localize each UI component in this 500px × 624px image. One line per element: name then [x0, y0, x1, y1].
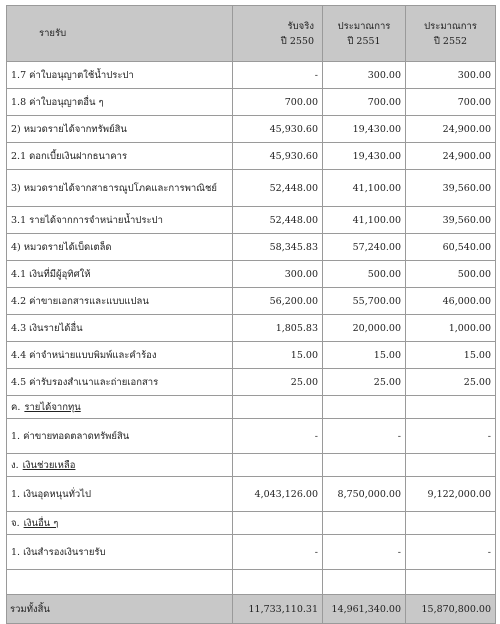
- empty-cell: [233, 512, 323, 535]
- header-col1-line2: ปี 2550: [280, 35, 314, 47]
- empty-cell: [323, 512, 406, 535]
- table-row: [7, 234, 496, 261]
- section-title: รายได้จากทุน: [24, 401, 81, 413]
- section-title: เงินอื่น ๆ: [23, 517, 59, 529]
- total-value-2550: 11,733,110.31: [233, 595, 323, 624]
- empty-cell: [406, 454, 496, 477]
- table-row: [7, 116, 496, 143]
- row-value-2550: 56,200.00: [233, 288, 323, 315]
- row-value-2552: -: [406, 535, 496, 570]
- table-row: [7, 342, 496, 369]
- header-estimate-2551: [323, 6, 406, 62]
- row-value-2550: 4,043,126.00: [233, 477, 323, 512]
- row-value-2552: 300.00: [406, 62, 496, 89]
- empty-cell: [323, 396, 406, 419]
- section-title: เงินช่วยเหลือ: [22, 459, 76, 471]
- table-row: [7, 62, 496, 89]
- header-col1-line1: รับจริง: [287, 20, 314, 32]
- row-value-2550: 1,805.83: [233, 315, 323, 342]
- row-value-2551: 700.00: [323, 89, 406, 116]
- blank-row: [7, 570, 496, 595]
- row-value-2552: 24,900.00: [406, 143, 496, 170]
- empty-cell: [233, 454, 323, 477]
- section-prefix: ค.: [11, 401, 21, 413]
- row-value-2550: 52,448.00: [233, 207, 323, 234]
- row-label: 3.1 รายได้จากการจำหน่ายน้ำประปา: [7, 207, 233, 234]
- table-row: [7, 535, 496, 570]
- row-value-2551: 20,000.00: [323, 315, 406, 342]
- row-value-2551: 15.00: [323, 342, 406, 369]
- row-value-2551: 300.00: [323, 62, 406, 89]
- section-row-capital: [7, 396, 496, 419]
- header-estimate-2552: [406, 6, 496, 62]
- row-label: 3) หมวดรายได้จากสาธารณูปโภคและการพาณิชย์: [7, 170, 233, 207]
- row-value-2552: -: [406, 419, 496, 454]
- row-value-2551: 8,750,000.00: [323, 477, 406, 512]
- row-value-2552: 1,000.00: [406, 315, 496, 342]
- row-label: 2) หมวดรายได้จากทรัพย์สิน: [7, 116, 233, 143]
- row-value-2550: 58,345.83: [233, 234, 323, 261]
- row-value-2551: 19,430.00: [323, 143, 406, 170]
- row-label: 4.5 ค่ารับรองสำเนาและถ่ายเอกสาร: [7, 369, 233, 396]
- row-value-2551: 25.00: [323, 369, 406, 396]
- table-row: [7, 315, 496, 342]
- header-col3-line1: ประมาณการ: [424, 20, 477, 32]
- empty-cell: [323, 454, 406, 477]
- section-row-other: [7, 512, 496, 535]
- total-label: รวมทั้งสิ้น: [7, 595, 233, 624]
- revenue-table-container: [6, 5, 495, 624]
- row-value-2551: 55,700.00: [323, 288, 406, 315]
- row-value-2551: -: [323, 419, 406, 454]
- row-value-2551: 19,430.00: [323, 116, 406, 143]
- table-row: [7, 89, 496, 116]
- row-label: 1.8 ค่าใบอนุญาตอื่น ๆ: [7, 89, 233, 116]
- table-row: [7, 288, 496, 315]
- row-value-2550: -: [233, 62, 323, 89]
- row-value-2552: 39,560.00: [406, 170, 496, 207]
- row-value-2551: -: [323, 535, 406, 570]
- row-value-2550: 45,930.60: [233, 116, 323, 143]
- table-row: [7, 207, 496, 234]
- table-row: [7, 170, 496, 207]
- row-label: 1. เงินสำรองเงินรายรับ: [7, 535, 233, 570]
- table-row: [7, 419, 496, 454]
- table-row: [7, 477, 496, 512]
- table-header-row: [7, 6, 496, 62]
- empty-cell: [406, 570, 496, 595]
- section-prefix: จ.: [11, 517, 20, 529]
- row-value-2550: 700.00: [233, 89, 323, 116]
- table-row: [7, 143, 496, 170]
- header-col2-line1: ประมาณการ: [337, 20, 391, 32]
- header-col2-line2: ปี 2551: [347, 35, 381, 47]
- row-value-2552: 500.00: [406, 261, 496, 288]
- total-value-2551: 14,961,340.00: [323, 595, 406, 624]
- row-value-2550: 300.00: [233, 261, 323, 288]
- row-value-2550: -: [233, 419, 323, 454]
- row-label: 4) หมวดรายได้เบ็ดเตล็ด: [7, 234, 233, 261]
- table-row: [7, 369, 496, 396]
- row-value-2552: 60,540.00: [406, 234, 496, 261]
- row-label: 4.1 เงินที่มีผู้อุทิศให้: [7, 261, 233, 288]
- row-value-2552: 39,560.00: [406, 207, 496, 234]
- row-value-2552: 15.00: [406, 342, 496, 369]
- header-actual-2550: [233, 6, 323, 62]
- row-value-2551: 57,240.00: [323, 234, 406, 261]
- row-value-2551: 41,100.00: [323, 170, 406, 207]
- total-value-2552: 15,870,800.00: [406, 595, 496, 624]
- header-label: รายรับ: [7, 6, 233, 62]
- section-row-subsidy: [7, 454, 496, 477]
- row-value-2551: 41,100.00: [323, 207, 406, 234]
- row-value-2552: 700.00: [406, 89, 496, 116]
- empty-cell: [7, 570, 233, 595]
- section-heading: [7, 396, 233, 419]
- header-col3-line2: ปี 2552: [433, 35, 468, 47]
- empty-cell: [406, 396, 496, 419]
- empty-cell: [406, 512, 496, 535]
- row-value-2552: 24,900.00: [406, 116, 496, 143]
- row-label: 1. เงินอุดหนุนทั่วไป: [7, 477, 233, 512]
- row-value-2550: 15.00: [233, 342, 323, 369]
- row-value-2552: 46,000.00: [406, 288, 496, 315]
- total-row: [7, 595, 496, 624]
- row-label: 4.4 ค่าจำหน่ายแบบพิมพ์และคำร้อง: [7, 342, 233, 369]
- row-label: 1.7 ค่าใบอนุญาตใช้น้ำประปา: [7, 62, 233, 89]
- row-value-2550: 25.00: [233, 369, 323, 396]
- table-row: [7, 261, 496, 288]
- empty-cell: [233, 396, 323, 419]
- row-value-2552: 9,122,000.00: [406, 477, 496, 512]
- section-heading: [7, 512, 233, 535]
- row-value-2550: -: [233, 535, 323, 570]
- section-heading: [7, 454, 233, 477]
- empty-cell: [323, 570, 406, 595]
- row-value-2551: 500.00: [323, 261, 406, 288]
- row-value-2550: 45,930.60: [233, 143, 323, 170]
- row-value-2552: 25.00: [406, 369, 496, 396]
- section-prefix: ง.: [11, 459, 19, 471]
- row-label: 4.3 เงินรายได้อื่น: [7, 315, 233, 342]
- revenue-budget-table: [6, 5, 496, 624]
- row-value-2550: 52,448.00: [233, 170, 323, 207]
- row-label: 1. ค่าขายทอดตลาดทรัพย์สิน: [7, 419, 233, 454]
- row-label: 4.2 ค่าขายเอกสารและแบบแปลน: [7, 288, 233, 315]
- empty-cell: [233, 570, 323, 595]
- row-label: 2.1 ดอกเบี้ยเงินฝากธนาคาร: [7, 143, 233, 170]
